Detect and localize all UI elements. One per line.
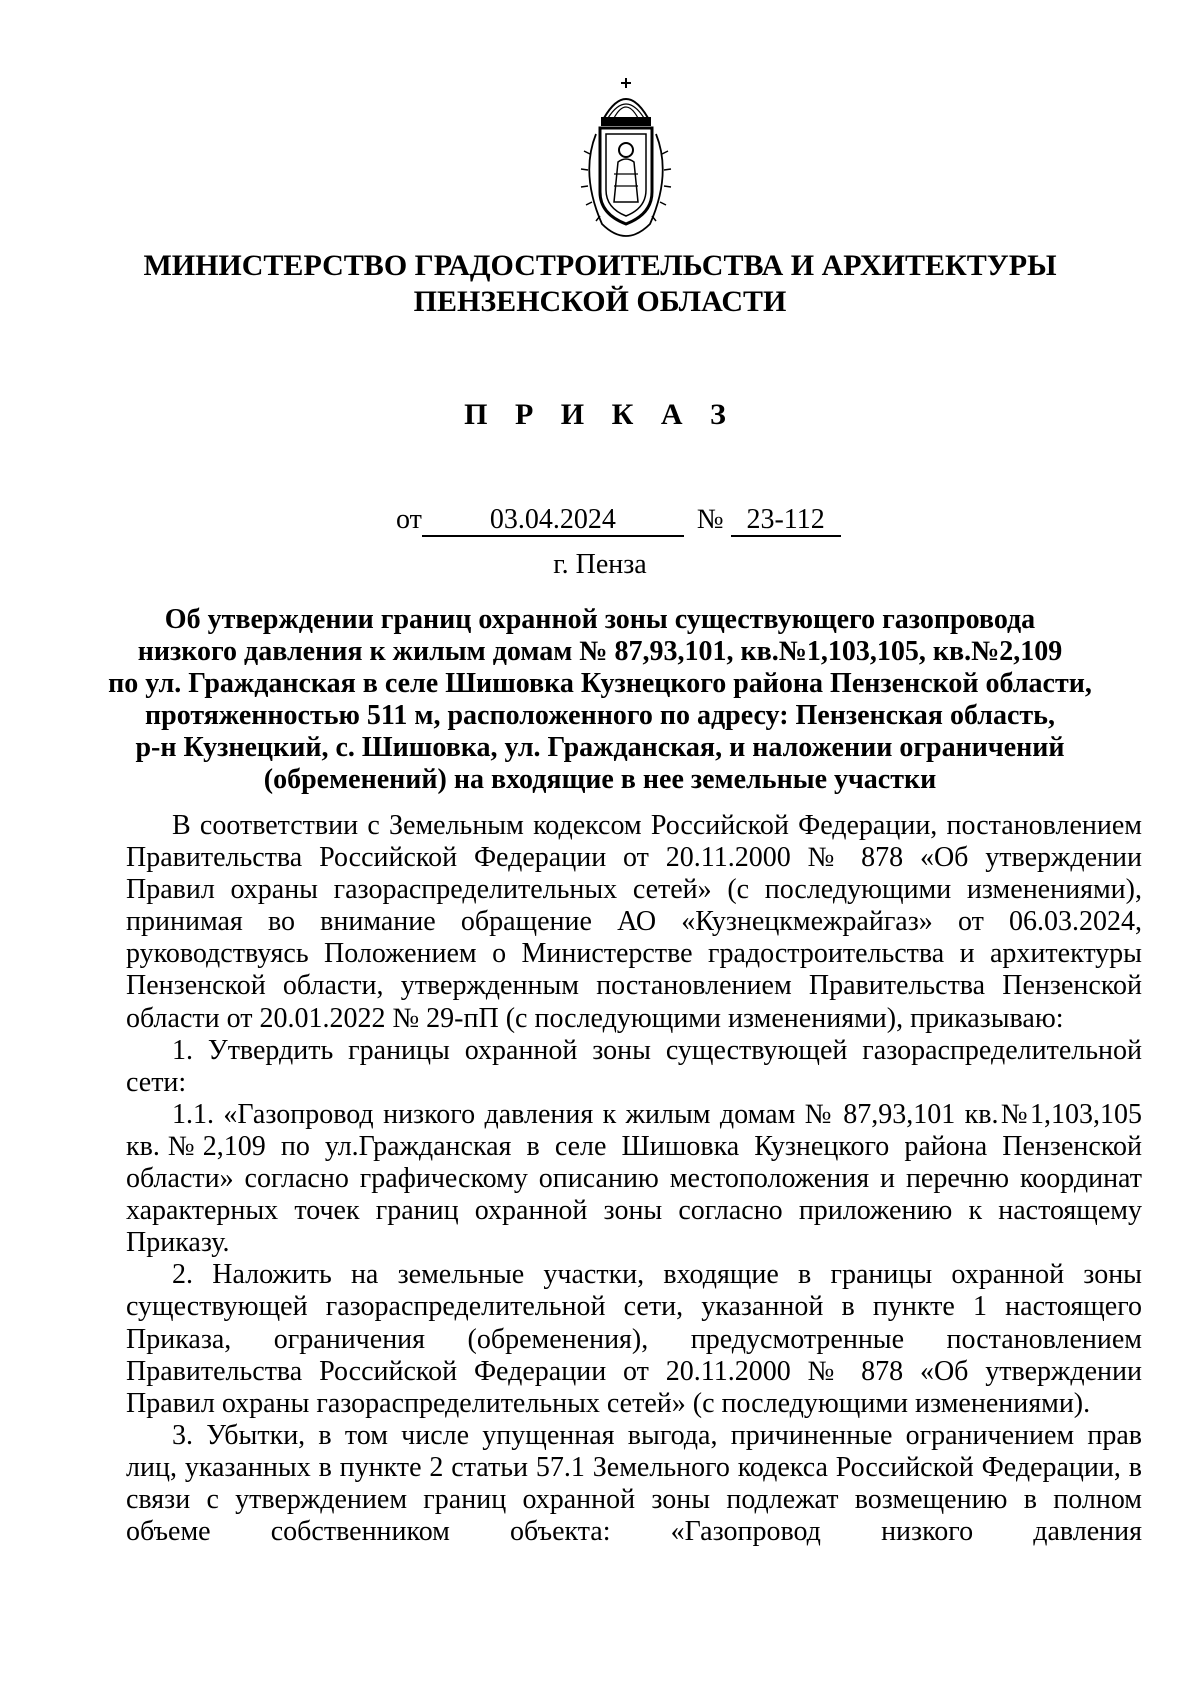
subject-line: р-н Кузнецкий, с. Шишовка, ул. Гражданская, и наложении ограничений xyxy=(135,732,1065,763)
ministry-name-line1: МИНИСТЕРСТВО ГРАДОСТРОИТЕЛЬСТВА И АРХИТЕКТУРЫ xyxy=(143,249,1057,282)
preamble-paragraph: В соответствии с Земельным кодексом Российской Федерации, постановлением Правительства Российской Федерации от 20.11.2000 № 878 «Об утверждении Правил охраны газораспределительных сетей» (с последующими изменениями), принимая во внимание обращение АО «Кузнецкмежрайгаз» от 06.03.2024, руководствуясь Положением о Министерстве градостроительства и архитектуры Пензенской области, утвержденным постановлением Правительства Пензенской области от 20.01.2022 № 29-пП (с последующими изменениями), приказываю: xyxy=(126,810,1142,1034)
item-2-paragraph: 2. Наложить на земельные участки, входящие в границы охранной зоны существующей газораспределительной сети, указанной в пункте 1 настоящего Приказа, ограничения (обременения), предусмотренные постановлением Правительства Российской Федерации от 20.11.2000 № 878 «Об утверждении Правил охраны газораспределительных сетей» (с последующими изменениями). xyxy=(126,1259,1142,1419)
order-number: 23-112 xyxy=(731,505,841,537)
subject-line: Об утверждении границ охранной зоны существующего газопровода xyxy=(164,604,1036,635)
order-title: П Р И К А З xyxy=(464,398,736,431)
city: г. Пенза xyxy=(553,549,647,580)
ministry-name-line2: ПЕНЗЕНСКОЙ ОБЛАСТИ xyxy=(413,285,787,318)
order-date: 03.04.2024 xyxy=(422,505,684,537)
item-1-paragraph: 1. Утвердить границы охранной зоны существующей газораспределительной сети: xyxy=(126,1034,1142,1098)
order-date-number-line xyxy=(396,502,841,538)
subject-line: по ул. Гражданская в селе Шишовка Кузнецкого района Пензенской области, xyxy=(108,668,1092,699)
subject-line: низкого давления к жилым домам № 87,93,101, кв.№1,103,105, кв.№2,109 xyxy=(137,636,1063,667)
order-body xyxy=(126,810,1142,1548)
penza-coat-of-arms-icon xyxy=(566,74,686,242)
subject-line: протяженностью 511 м, расположенного по адресу: Пензенская область, xyxy=(145,700,1055,731)
date-prefix: от xyxy=(396,504,422,535)
item-3-paragraph: 3. Убытки, в том числе упущенная выгода, причиненные ограничением прав лиц, указанных в пункте 2 статьи 57.1 Земельного кодекса Российской Федерации, в связи с утверждением границ охранной зоны подлежат возмещению в полном объеме собственником объекта: «Газопровод низкого давления xyxy=(126,1419,1142,1548)
order-subject xyxy=(0,604,1200,796)
number-prefix: № xyxy=(696,504,724,535)
item-1-1-paragraph: 1.1. «Газопровод низкого давления к жилым домам № 87,93,101 кв.№1,103,105 кв.№2,109 по ул.Гражданская в селе Шишовка Кузнецкого района Пензенской области» согласно графическому описанию местоположения и перечню координат характерных точек границ охранной зоны согласно приложению к настоящему Приказу. xyxy=(126,1098,1142,1259)
subject-line: (обременений) на входящие в нее земельные участки xyxy=(263,764,937,795)
